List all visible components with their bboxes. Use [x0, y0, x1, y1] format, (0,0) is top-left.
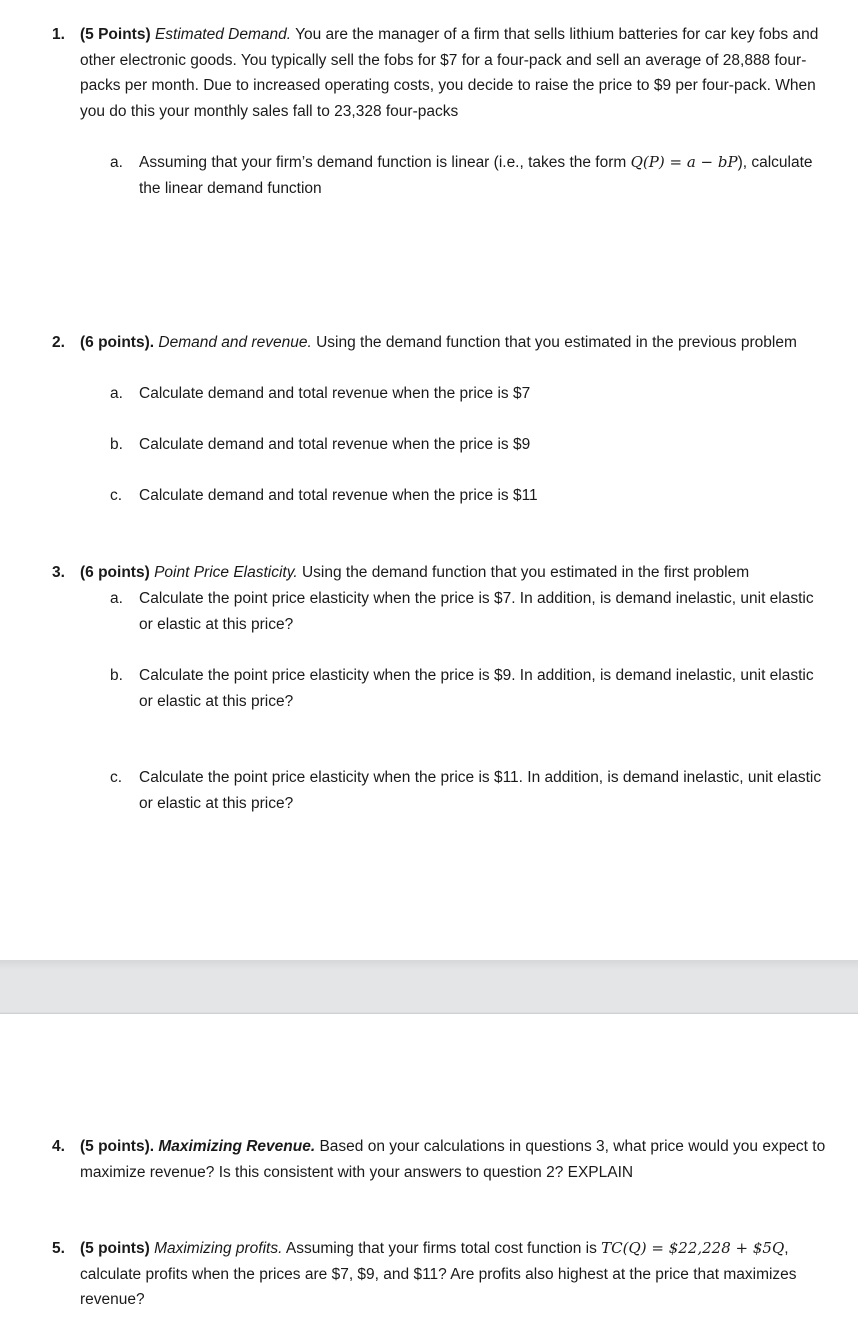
- part-label: a.: [110, 154, 123, 171]
- question-3-part-b: [110, 663, 828, 714]
- question-text: Based on your calculations in questions 3, what price would you expect to maximize revenue? Is this consistent with your answers to question 2? EXPLAIN: [80, 1138, 826, 1181]
- part-label: b.: [110, 436, 123, 453]
- part-text: Calculate the point price elasticity when the price is $11. In addition, is demand inelastic, unit elastic or elastic at this price?: [139, 769, 822, 812]
- question-3-part-c: [110, 765, 828, 816]
- question-points: (6 points).: [80, 334, 155, 351]
- question-number: 4.: [52, 1138, 65, 1155]
- part-text: Calculate the point price elasticity when the price is $7. In addition, is demand inelastic, unit elastic or elastic at this price?: [139, 590, 814, 633]
- question-number: 5.: [52, 1240, 65, 1257]
- question-topic: Maximizing profits.: [154, 1240, 283, 1257]
- part-label: c.: [110, 769, 123, 786]
- part-text: Calculate demand and total revenue when the price is $7: [139, 385, 531, 402]
- part-label: b.: [110, 667, 123, 684]
- cropped-header-text: [380, 0, 490, 2]
- question-points: (5 points): [80, 1240, 150, 1257]
- question-1: [52, 22, 828, 124]
- part-label: a.: [110, 590, 123, 607]
- question-1-part-a: [110, 150, 828, 201]
- question-topic: Demand and revenue.: [158, 334, 312, 351]
- question-points: (5 points).: [80, 1138, 155, 1155]
- question-topic: Point Price Elasticity.: [154, 564, 298, 581]
- question-2: [52, 330, 828, 356]
- page-break-gap: [0, 960, 858, 1014]
- question-topic: Maximizing Revenue.: [158, 1138, 316, 1155]
- question-text-continued: , calculate profits when the prices are $7, $9, and $11? Are profits also highest at the price that maximizes revenue?: [80, 1240, 797, 1308]
- question-text: You are the manager of a firm that sells lithium batteries for car key fobs and other electronic goods. You typically sell the fobs for $7 for a four-pack and sell an average of 28,888 four-packs per month. Due to increased operating costs, you decide to raise the price to $9 per four-pack. When you do this your monthly sales fall to 23,328 four-packs: [80, 26, 819, 120]
- question-2-part-c: [110, 483, 828, 509]
- demand-formula: Q(P) = a − bP: [630, 153, 738, 171]
- question-5: [52, 1236, 828, 1313]
- question-points: (6 points): [80, 564, 150, 581]
- question-points: (5 Points): [80, 26, 151, 43]
- question-3: [52, 560, 828, 586]
- question-3-part-a: [110, 586, 828, 637]
- question-number: 2.: [52, 334, 65, 351]
- question-number: 3.: [52, 564, 65, 581]
- part-text-continued: ), calculate the linear demand function: [139, 154, 813, 197]
- part-label: a.: [110, 385, 123, 402]
- question-number: 1.: [52, 26, 65, 43]
- question-2-part-a: [110, 381, 828, 407]
- question-text: Using the demand function that you estimated in the previous problem: [311, 334, 797, 351]
- part-text: Calculate the point price elasticity when the price is $9. In addition, is demand inelastic, unit elastic or elastic at this price?: [139, 667, 814, 710]
- question-text: Using the demand function that you estimated in the first problem: [297, 564, 750, 581]
- part-text: Assuming that your firm’s demand function is linear (i.e., takes the form: [139, 154, 631, 171]
- cost-formula: TC(Q) = $22,228 + $5Q: [601, 1239, 785, 1257]
- document-page-2: [0, 1014, 858, 1324]
- question-topic: Estimated Demand.: [154, 26, 292, 43]
- question-2-part-b: [110, 432, 828, 458]
- part-label: c.: [110, 487, 123, 504]
- part-text: Calculate demand and total revenue when the price is $11: [139, 487, 538, 504]
- question-text: Assuming that your firms total cost function is: [282, 1240, 602, 1257]
- part-text: Calculate demand and total revenue when the price is $9: [139, 436, 531, 453]
- question-4: [52, 1134, 828, 1185]
